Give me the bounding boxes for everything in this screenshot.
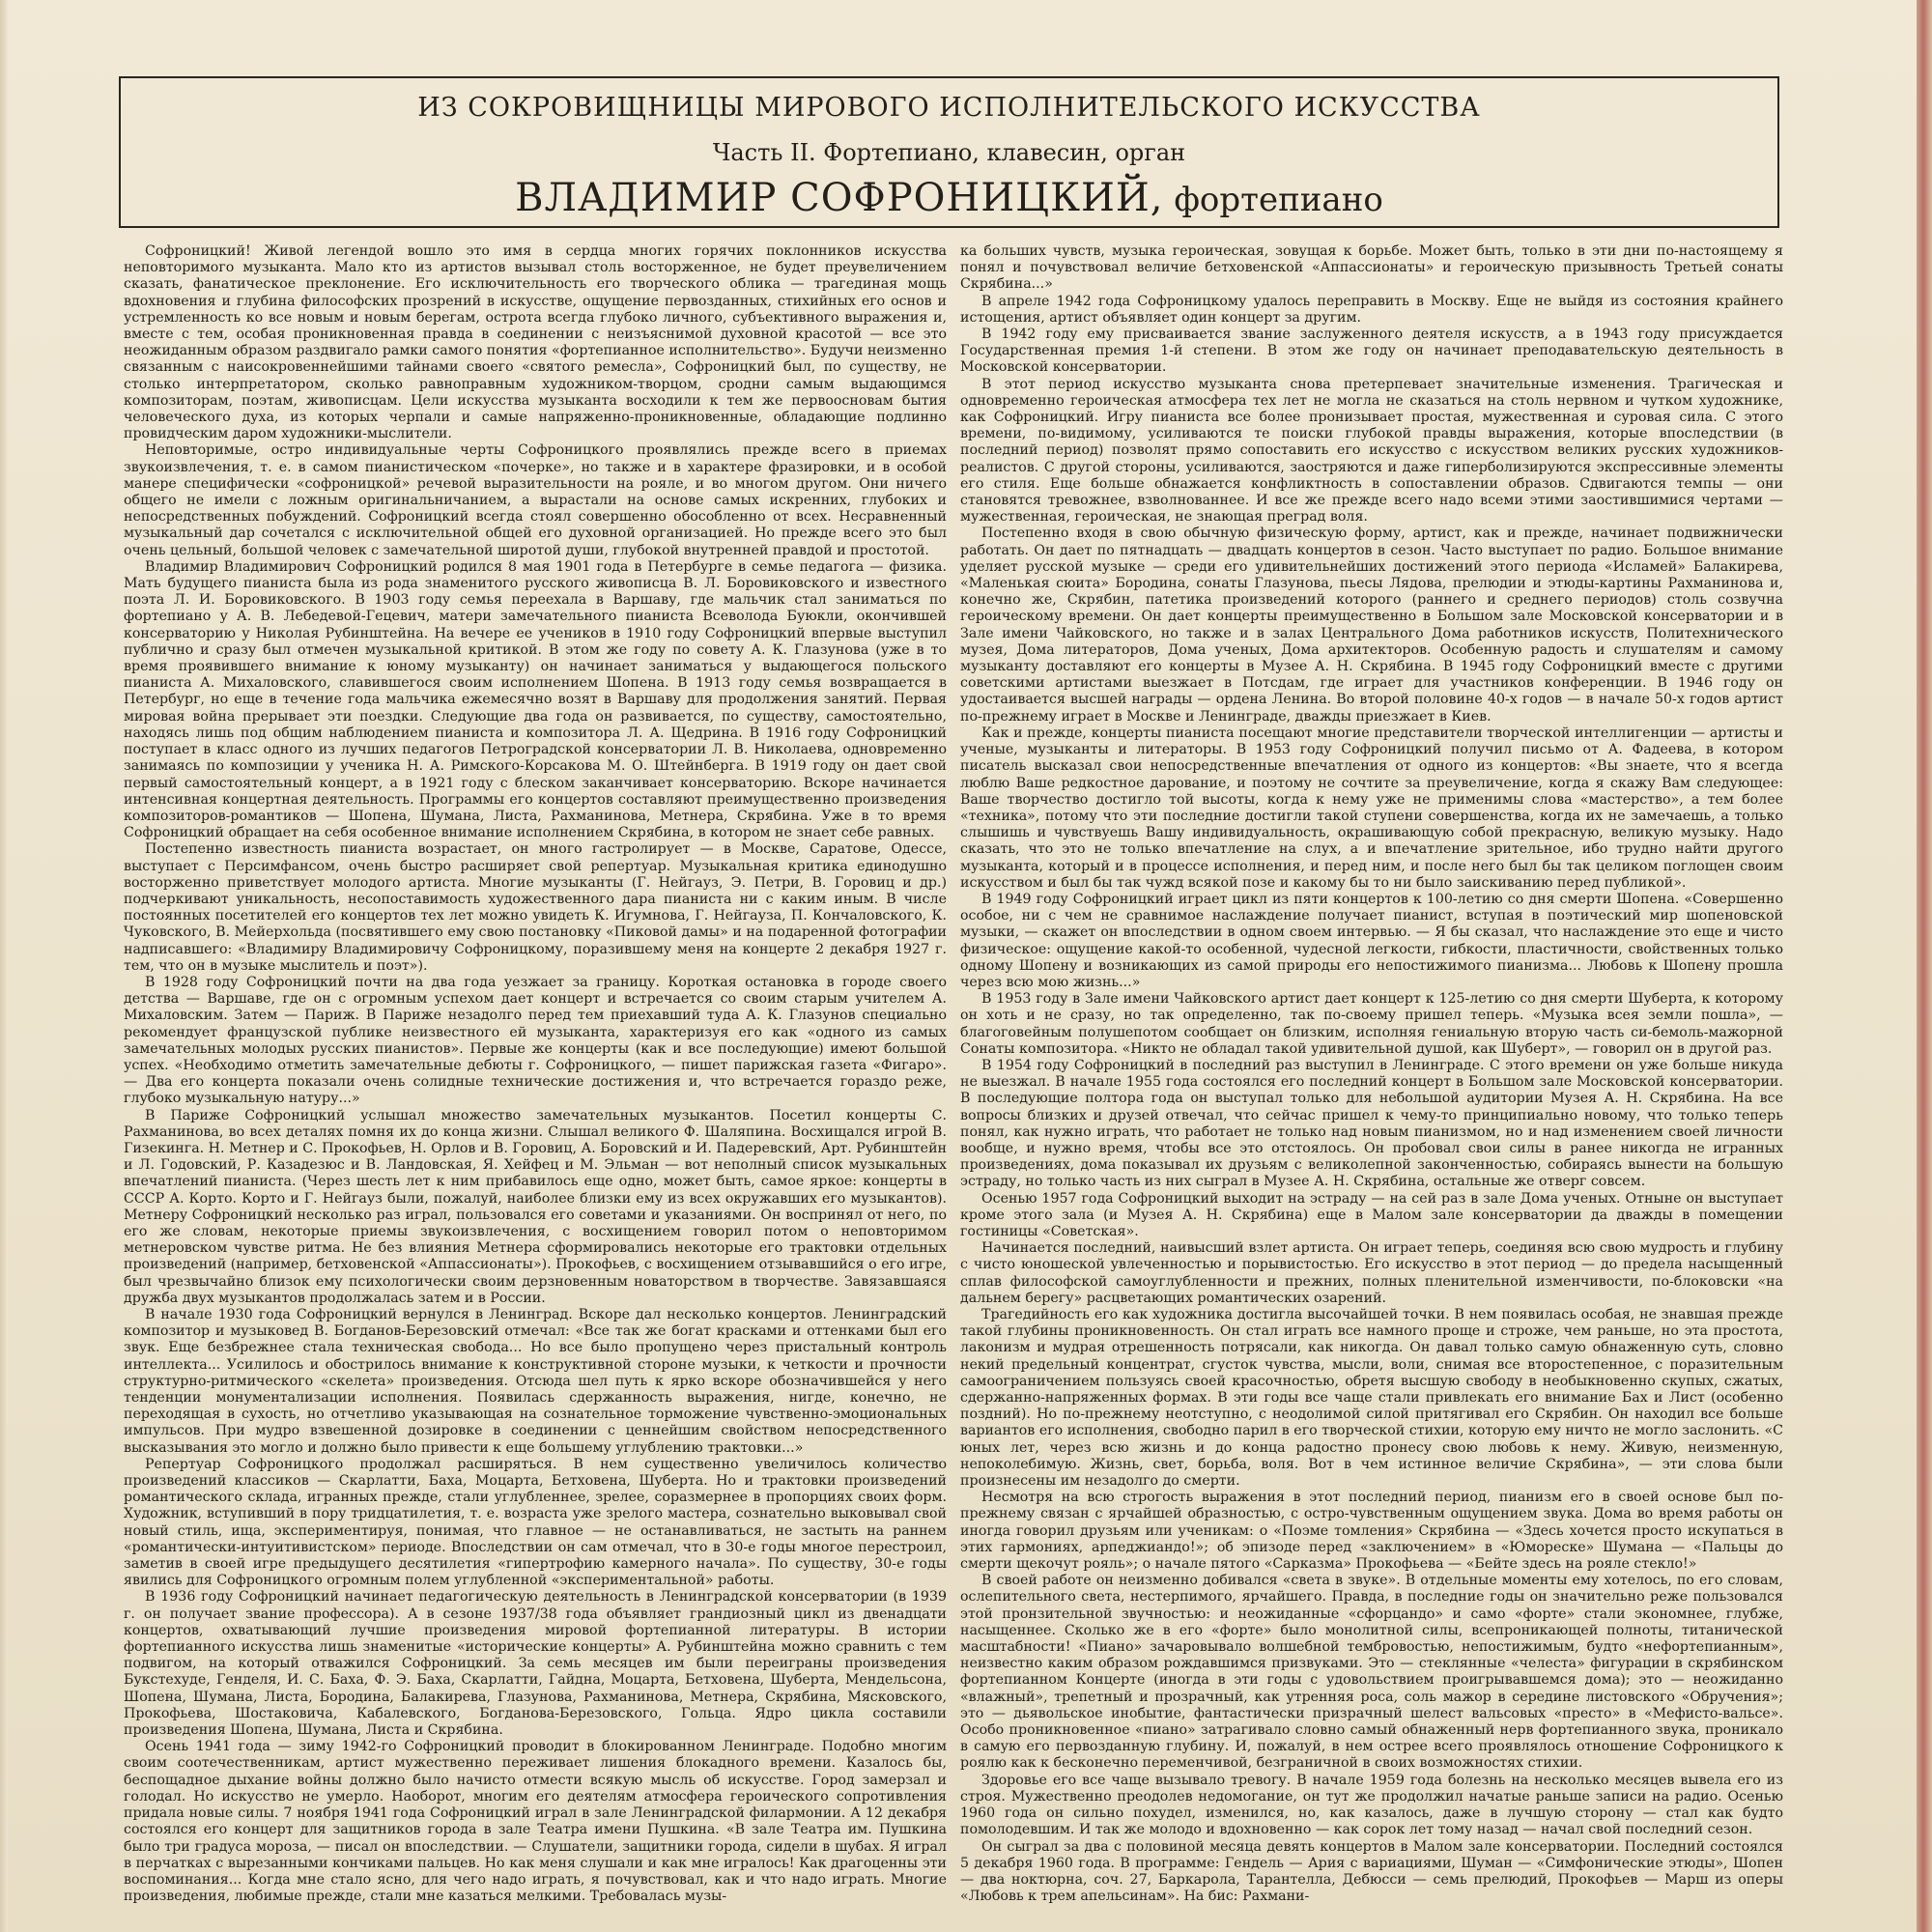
series-title: ИЗ СОКРОВИЩНИЦЫ МИРОВОГО ИСПОЛНИТЕЛЬСКОГО ИСКУССТВА xyxy=(417,93,1481,123)
paragraph: В 1928 году Софроницкий почти на два года уезжает за границу. Короткая остановка в городе своего детства — Варшаве, где он с огромным успехом дает концерт и встречается со своим старым учителем А. Михаловским. Затем — Париж. В Париже незадолго перед тем приехавший туда А. К. Глазунов специально рекомендует французской публике неизвестного ей музыканта, характеризуя его как «одного из самых замечательных молодых русских пианистов». Первые же концерты (как и все последующие) имеют большой успех. «Необходимо отметить замечательные дебюты г. Софроницкого, — пишет парижская газета «Фигаро». — Два его концерта показали очень солидные технические достижения и, что встречается гораздо реже, глубоко музыкальную натуру...» xyxy=(124,974,947,1107)
title-box xyxy=(119,76,1779,228)
performer-heading xyxy=(121,176,1777,220)
paragraph: В 1942 году ему присваивается звание заслуженного деятеля искусств, а в 1943 году присуждается Государственная премия 1-й степени. В этом же году он начинает преподавательскую деятельность в Московской консерватории. xyxy=(960,327,1783,376)
paragraph: Осенью 1957 года Софроницкий выходит на эстраду — на сей раз в зале Дома ученых. Отныне он выступает кроме этого зала (и Музея А. Н. Скрябина) еще в Малом зале консерватории да дважды в помещении гостиницы «Советская». xyxy=(960,1190,1783,1239)
paragraph: Владимир Владимирович Софроницкий родился 8 мая 1901 года в Петербурге в семье педагога — физика. Мать будущего пианиста была из рода знаменитого русского живописца В. Л. Боровиковского и известного поэта Л. И. Боровиковского. В 1903 году семья переехала в Варшаву, где мальчик стал заниматься по фортепиано у А. В. Лебедевой-Гецевич, матери замечательного пианиста Всеволода Буюкли, окончившей консерваторию у Николая Рубинштейна. На вечере ее учеников в 1910 году Софроницкий впервые выступил публично и сразу был отмечен музыкальной критикой. В этом же году по совету А. К. Глазунова (уже в то время проявившего внимание к юному музыканту) он начинает заниматься у выдающегося польского пианиста А. Михаловского, славившегося своим исполнением Шопена. В 1913 году семья возвращается в Петербург, но еще в течение года мальчика ежемесячно возят в Варшаву для продолжения занятий. Первая мировая война прерывает эти поездки. Следующие два года он развивается, по существу, самостоятельно, находясь лишь под общим наблюдением пианиста и композитора Л. А. Щедрина. В 1916 году Софроницкий поступает в класс одного из лучших педагогов Петроградской консерватории Л. В. Николаева, одновременно занимаясь по композиции у ученика Н. А. Римского-Корсакова М. О. Штейнберга. В 1919 году он дает свой первый самостоятельный концерт, а в 1921 году с блеском заканчивает консерваторию. Вскоре начинается интенсивная концертная деятельность. Программы его концертов составляют преимущественно произведения композиторов-романтиков — Шопена, Шумана, Листа, Рахманинова, Метнера, Скрябина. Уже в то время Софроницкий обращает на себя особенное внимание исполнением Скрябина, в котором не знает себе равных. xyxy=(124,558,947,841)
performer-instrument: фортепиано xyxy=(1163,181,1383,219)
paragraph: Постепенно известность пианиста возрастает, он много гастролирует — в Москве, Саратове, Одессе, выступает с Персимфансом, очень быстро расширяет свой репертуар. Музыкальная критика единодушно восторженно приветствует молодого артиста. Многие музыканты (Г. Нейгауз, Э. Петри, В. Горовиц и др.) подчеркивают уникальность, несопоставимость художественного дара пианиста ни с каким иным. В числе постоянных посетителей его концертов тех лет можно увидеть К. Игумнова, Г. Нейгауза, П. Кончаловского, К. Чуковского, В. Мейерхольда (посвятившего ему свою постановку «Пиковой дамы» и на подаренной фотографии надписавшего: «Владимиру Владимировичу Софроницкому, поразившему меня на концерте 2 декабря 1927 г. тем, что он в музыке мыслитель и поэт»). xyxy=(124,841,947,974)
sleeve-right-edge xyxy=(1917,0,1932,1932)
paragraph: Как и прежде, концерты пианиста посещают многие представители творческой интеллигенции — артисты и ученые, музыканты и литераторы. В 1953 году Софроницкий получил письмо от А. Фадеева, в котором писатель высказал свои непосредственные впечатления от одного из концертов: «Вы знаете, что я всегда люблю Ваше редкостное дарование, и поэтому не сочтите за преувеличение, когда я скажу Вам следующее: Ваше творчество достигло той высоты, когда к нему уже не применимы слова «мастерство», а тем более «техника», потому что эти последние достигли такой ступени совершенства, когда их не замечаешь, а только слышишь и чувствуешь Вашу индивидуальность, окрашивающую собой прекрасную, великую музыку. Надо сказать, что это не только впечатление на слух, а и впечатление зрительное, ибо трудно найти другого музыканта, который и в процессе исполнения, и перед ним, и после него был бы так целиком поглощен своим искусством и был бы так чужд всякой позе и какому бы то ни было заискиванию перед публикой». xyxy=(960,724,1783,891)
text-column-right xyxy=(960,243,1783,1922)
paragraph: В начале 1930 года Софроницкий вернулся в Ленинград. Вскоре дал несколько концертов. Ленинградский композитор и музыковед В. Богданов-Березовский отмечал: «Все так же богат красками и оттенками был его звук. Еще безбрежнее стала техническая свобода... Но все было пропущено через пристальный контроль интеллекта... Усилилось и обострилось внимание к конструктивной стороне музыки, к четкости и прочности структурно-ритмического «скелета» произведения. Отсюда шел путь к ярко вскоре обозначившейся у него тенденции монументализации исполнения. Появилась сдержанность выражения, нигде, конечно, не переходящая в сухость, но отчетливо указывающая на сознательное торможение чувственно-эмоциональных импульсов. При мудро взвешенной дозировке в соединении с ценнейшим свойством непосредственного высказывания это могло и должно было привести к еще большему углублению трактовки...» xyxy=(124,1307,947,1456)
paragraph: В 1954 году Софроницкий в последний раз выступил в Ленинграде. С этого времени он уже больше никуда не выезжал. В начале 1955 года состоялся его последний концерт в Большом зале Московской консерватории. В последующие полтора года он выступал только для небольшой аудитории Музея А. Н. Скрябина. На все вопросы близких и друзей отвечал, что сейчас пришел к чему-то принципиально новому, что только теперь понял, как нужно играть, что работает не только над новым пианизмом, но и над изменением своей личности вообще, и нужно время, чтобы все это отстоялось. Он пробовал свои силы в ранее никогда не игранных произведениях, дома показывал их друзьям с великолепной законченностью, собираясь вынести на большую эстраду, но только часть из них сыграл в Музее А. Н. Скрябина, остальные же отверг совсем. xyxy=(960,1057,1783,1190)
paragraph: Осень 1941 года — зиму 1942-го Софроницкий проводит в блокированном Ленинграде. Подобно многим своим соотечественникам, артист мужественно переживает лишения блокадного времени. Казалось бы, беспощадное дыхание войны должно было начисто отмести всякую мысль об искусстве. Город замерзал и голодал. Но искусство не умерло. Наоборот, многим его деятелям атмосфера героического сопротивления придала новые силы. 7 ноября 1941 года Софроницкий играл в зале Ленинградской филармонии. А 12 декабря состоялся его концерт для защитников города в зале Театра имени Пушкина. «В зале Театра им. Пушкина было три градуса мороза, — писал он впоследствии. — Слушатели, защитники города, сидели в шубах. Я играл в перчатках с вырезанными кончиками пальцев. Но как меня слушали и как мне игралось! Как драгоценны эти воспоминания... Когда мне стало ясно, для чего надо играть, я почувствовал, как и что надо играть. Многие произведения, любимые прежде, стали мне казаться мелкими. Требовалась музы- xyxy=(124,1739,947,1905)
part-title: Часть II. Фортепиано, клавесин, орган xyxy=(712,139,1186,166)
paragraph: В 1936 году Софроницкий начинает педагогическую деятельность в Ленинградской консерватории (в 1939 г. он получает звание профессора). А в сезоне 1937/38 года объявляет грандиозный цикл из двенадцати концертов, охватывающий лучшие произведения мировой фортепианной литературы. В истории фортепианного искусства лишь знаменитые «исторические концерты» А. Рубинштейна можно сравнить с тем подвигом, на который отважился Софроницкий. За семь месяцев им были переиграны произведения Букстехуде, Генделя, И. С. Баха, Ф. Э. Баха, Скарлатти, Гайдна, Моцарта, Бетховена, Шуберта, Мендельсона, Шопена, Шумана, Листа, Бородина, Балакирева, Глазунова, Рахманинова, Метнера, Скрябина, Мясковского, Прокофьева, Шостаковича, Кабалевского, Богданова-Березовского, Гольца. Ядро цикла составили произведения Шопена, Шумана, Листа и Скрябина. xyxy=(124,1589,947,1739)
paragraph: В 1953 году в Зале имени Чайковского артист дает концерт к 125-летию со дня смерти Шуберта, к которому он хоть и не сразу, но так определенно, так по-своему пришел теперь. «Музыка всея земли пошла», — благоговейным полушепотом сообщает он близким, исполняя гениальную вторую часть си-бемоль-мажорной Сонаты композитора. «Никто не обладал такой удивительной душой, как Шуберт», — говорил он в другой раз. xyxy=(960,991,1783,1057)
paragraph: Он сыграл за два с половиной месяца девять концертов в Малом зале консерватории. Последний состоялся 5 декабря 1960 года. В программе: Гендель — Ария с вариациями, Шуман — «Симфонические этюды», Шопен — два ноктюрна, соч. 27, Баркарола, Тарантелла, Дебюсси — семь прелюдий, Прокофьев — Марш из оперы «Любовь к трем апельсинам». На бис: Рахмани- xyxy=(960,1838,1783,1905)
sleeve-left-edge xyxy=(0,0,8,1932)
paragraph: Софроницкий! Живой легендой вошло это имя в сердца многих горячих поклонников искусства неповторимого музыканта. Мало кто из артистов вызывал столь восторженное, не будет преувеличением сказать, фанатическое преклонение. Его исключительность его творческого облика — трагединая мощь вдохновения и глубина философских прозрений в искусстве, ощущение первозданных, стихийных его основ и устремленность ко все новым и новым берегам, острота всегда глубоко личного, субъективного выражения и, вместе с тем, особая проникновенная правда в соединении с неизъяснимой духовной красотой — все это неожиданным образом раздвигало рамки самого понятия «фортепианное исполнительство». Будучи неизменно связанным с наисокровеннейшими тайнами своего «святого ремесла», Софроницкий был, по существу, не столько интерпретатором, сколько равноправным художником-творцом, сродни самым выдающимся композиторам, поэтам, живописцам. Цели искусства музыканта восходили к тем же первоосновам бытия человеческого духа, из которых черпали и самые напряженно-проникновенные, обладающие подлинно провидческим даром художники-мыслители. xyxy=(124,243,947,442)
paragraph: Репертуар Софроницкого продолжал расширяться. В нем существенно увеличилось количество произведений классиков — Скарлатти, Баха, Моцарта, Бетховена, Шуберта. Но и трактовки произведений романтического склада, игранных прежде, стали углубленнее, зрелее, соразмернее в пропорциях своих форм. Художник, вступивший в пору тридцатилетия, т. е. возраста уже зрелого мастера, сознательно выковывал свой новый стиль, ища, экспериментируя, понимая, что главное — не останавливаться, не застыть на раннем «романтически-интуитивистском» периоде. Впоследствии он сам отмечал, что в 30-е годы многое перестроил, заметив в своей игре предыдущего десятилетия «гипертрофию камерного начала». По существу, 30-е годы явились для Софроницкого огромным полем углубленной «экспериментальной» работы. xyxy=(124,1456,947,1589)
paragraph: В 1949 году Софроницкий играет цикл из пяти концертов к 100-летию со дня смерти Шопена. «Совершенно особое, ни с чем не сравнимое наслаждение получает пианист, вступая в поэтический мир шопеновской музыки, — скажет он впоследствии в одном своем интервью. — Я бы сказал, что наслаждение это еще и чисто физическое: ощущение какой-то особенной, чудесной легкости, гибкости, пластичности, свойственных только одному Шопену и возникающих из самой природы его непостижимого пианизма... Любовь к Шопену прошла через всю мою жизнь...» xyxy=(960,891,1783,990)
paragraph: Постепенно входя в свою обычную физическую форму, артист, как и прежде, начинает подвижнически работать. Он дает по пятнадцать — двадцать концертов в сезон. Часто выступает по радио. Большое внимание уделяет русской музыке — среди его удивительнейших достижений этого периода «Исламей» Балакирева, «Маленькая сюита» Бородина, сонаты Глазунова, пьесы Лядова, прелюдии и этюды-картины Рахманинова и, конечно же, Скрябин, патетика произведений которого (раннего и среднего периодов) столь созвучна героическому времени. Он дает концерты преимущественно в Большом зале Московской консерватории и в Зале имени Чайковского, но также и в залах Центрального Дома работников искусств, Политехнического музея, Дома литераторов, Дома ученых, Дома архитекторов. Особенную радость и слушателям и самому музыканту доставляют его концерты в Музее А. Н. Скрябина. В 1945 году Софроницкий вместе с другими советскими артистами выезжает в Потсдам, где играет для участников конференции. В 1946 году он удостаивается высшей награды — ордена Ленина. Во второй половине 40-х годов — в начале 50-х годов артист по-прежнему играет в Москве и Ленинграде, дважды приезжает в Киев. xyxy=(960,526,1783,724)
performer-name: ВЛАДИМИР СОФРОНИЦКИЙ, xyxy=(515,176,1164,220)
paragraph: В своей работе он неизменно добивался «света в звуке». В отдельные моменты ему хотелось, по его словам, ослепительного света, нестерпимого, ярчайшего. Правда, в последние годы он значительно реже пользовался этой пронзительной звучностью: и неожиданные «сфорцандо» и само «форте» стали экономнее, глубже, насыщеннее. Сколько же в его «форте» было монолитной силы, всепроникающей полноты, титанической масштабности! «Пиано» зачаровывало волшебной тембровостью, непостижимым, будто «нефортепианным», неизвестно каким образом рождавшимся призвуками. Это — стеклянные «челеста» фигурации в скрябинском фортепианном Концерте (иногда в эти годы с удовольствием проигрывавшемся дома); это — неожиданно «влажный», трепетный и прозрачный, как утренняя роса, соль мажор в середине листовского «Обручения»; это — дьявольское инобытие, фантастически призрачный шелест вальсовых «престо» в «Мефисто-вальсе». Особо проникновенное «пиано» затрагивало словно самый обнаженный нерв фортепианного звука, проникало в самую его первозданную глубину. И, пожалуй, в нем острее всего проявлялось отношение Софроницкого к роялю как к бесконечно переменчивой, безграничной в своих возможностях стихии. xyxy=(960,1573,1783,1772)
paragraph: В Париже Софроницкий услышал множество замечательных музыкантов. Посетил концерты С. Рахманинова, во всех деталях помня их до конца жизни. Слышал великого Ф. Шаляпина. Восхищался игрой В. Гизекинга. Н. Метнер и С. Прокофьев, Н. Орлов и В. Горовиц, А. Боровский и И. Падеревский, Арт. Рубинштейн и Л. Годовский, Р. Казадезюс и В. Ландовская, Я. Хейфец и М. Эльман — вот неполный список музыкальных впечатлений пианиста. (Через шесть лет к ним прибавилось еще одно, может быть, самое яркое: концерты в СССР А. Корто. Корто и Г. Нейгауз были, пожалуй, наиболее близки ему из всех окружавших его музыкантов). Метнеру Софроницкий несколько раз играл, пользовался его советами и указаниями. Он воспринял от него, по его же словам, некоторые приемы звукоизвлечения, с восхищением говорил потом о неповторимом метнеровском чувстве ритма. Не без влияния Метнера сформировались некоторые его трактовки отдельных произведений (например, бетховенской «Аппассионаты»). Прокофьев, с восхищением отзывавшийся о его игре, был чрезвычайно близок ему психологически своим дерзновенным новаторством в творчестве. Завязавшаяся дружба двух музыкантов продолжалась затем и в России. xyxy=(124,1107,947,1306)
paragraph: Несмотря на всю строгость выражения в этот последний период, пианизм его в своей основе был по-прежнему связан с ярчайшей образностью, с остро-чувственным ощущением звука. Дома во время работы он иногда говорил друзьям или ученикам: о «Поэме томления» Скрябина — «Здесь хочется просто искупаться в этих гармониях, арпеджиандо!»; об эпизоде перед «заключением» в «Юмореске» Шумана — «Пальцы до смерти щекочут рояль»; о начале пятого «Сарказма» Прокофьева — «Бейте здесь на рояле стекло!» xyxy=(960,1490,1783,1573)
paragraph: ка больших чувств, музыка героическая, зовущая к борьбе. Может быть, только в эти дни по-настоящему я понял и почувствовал величие бетховенской «Аппассионаты» и героическую призывность Третьей сонаты Скрябина...» xyxy=(960,243,1783,293)
paragraph: В этот период искусство музыканта снова претерпевает значительные изменения. Трагическая и одновременно героическая атмосфера тех лет не могла не сказаться на столь нервном и чутком художнике, как Софроницкий. Игру пианиста все более пронизывает простая, мужественная и суровая сила. С этого времени, по-видимому, усиливаются те поиски глубокой правды выражения, которые впоследствии (в последний период) позволят прямо сопоставить его искусство с искусством великих русских художников-реалистов. С другой стороны, усиливаются, заостряются и даже гиперболизируются экспрессивные элементы его стиля. Еще больше обнажается конфликтность в сопоставлении образов. Сдвигаются темпы — они становятся тревожнее, взволнованнее. И все же прежде всего надо всеми этими заостившимися чертами — мужественная, героическая, не знающая преград воля. xyxy=(960,376,1783,526)
paragraph: Начинается последний, наивысший взлет артиста. Он играет теперь, соединяя всю свою мудрость и глубину с чисто юношеской увлеченностью и порывистостью. Его искусство в этот период — до предела насыщенный сплав философской самоуглубленности и прежних, полных пленительной изменчивости, по-блоковски «на дальнем берегу» расцветающих романтических озарений. xyxy=(960,1240,1783,1306)
paragraph: Трагедийность его как художника достигла высочайшей точки. В нем появилась особая, не знавшая прежде такой глубины проникновенность. Он стал играть все намного проще и строже, чем раньше, но эта простота, лаконизм и мудрая отрешенность потрясали, как никогда. Он давал только самую обнаженную суть, словно некий предельный концентрат, сгусток чувства, мысли, воли, снимая все второстепенное, с поразительным самоограничением пользуясь своей красочностью, обретя высшую свободу в необыкновенно скупых, сжатых, сдержанно-напряженных формах. В эти годы все чаще стали привлекать его внимание Бах и Лист (особенно поздний). Но по-прежнему неотступно, с неодолимой силой притягивал его Скрябин. Он находил все больше вариантов его исполнения, свободно парил в его творческой стихии, которую ему ничто не могло заслонить. «С юных лет, через всю жизнь и до конца радостно пронесу свою любовь к нему. Живую, неизменную, непоколебимую. Жизнь, свет, борьба, воля. Вот в чем истинное величие Скрябина», — эти слова были произнесены им незадолго до смерти. xyxy=(960,1307,1783,1490)
paragraph: Здоровье его все чаще вызывало тревогу. В начале 1959 года болезнь на несколько месяцев вывела его из строя. Мужественно преодолев недомогание, он тут же продолжил начатые раньше записи на радио. Осенью 1960 года он сильно похудел, изменился, но, как казалось, даже в лучшую сторону — стал как будто помолодевшим. И так же молодо и вдохновенно — как сорок лет тому назад — начал свой последний сезон. xyxy=(960,1772,1783,1838)
paragraph: В апреле 1942 года Софроницкому удалось переправить в Москву. Еще не выйдя из состояния крайнего истощения, артист объявляет один концерт за другим. xyxy=(960,293,1783,326)
text-column-left xyxy=(124,243,947,1922)
paragraph: Неповторимые, остро индивидуальные черты Софроницкого проявлялись прежде всего в приемах звукоизвлечения, т. е. в самом пианистическом «почерке», но также и в характере фразировки, и в особой манере специфически «софроницкой» речевой выразительности на рояле, и во многом другом. Они ничего общего не имели с ложным оригинальничанием, а вырастали на основе самых искренних, глубоких и непосредственных побуждений. Софроницкий всегда стоял совершенно обособленно от всех. Несравненный музыкальный дар сочетался с исключительной общей его духовной организацией. Но прежде всего это был очень цельный, большой человек с замечательной широтой души, глубокой внутренней правдой и простотой. xyxy=(124,442,947,558)
